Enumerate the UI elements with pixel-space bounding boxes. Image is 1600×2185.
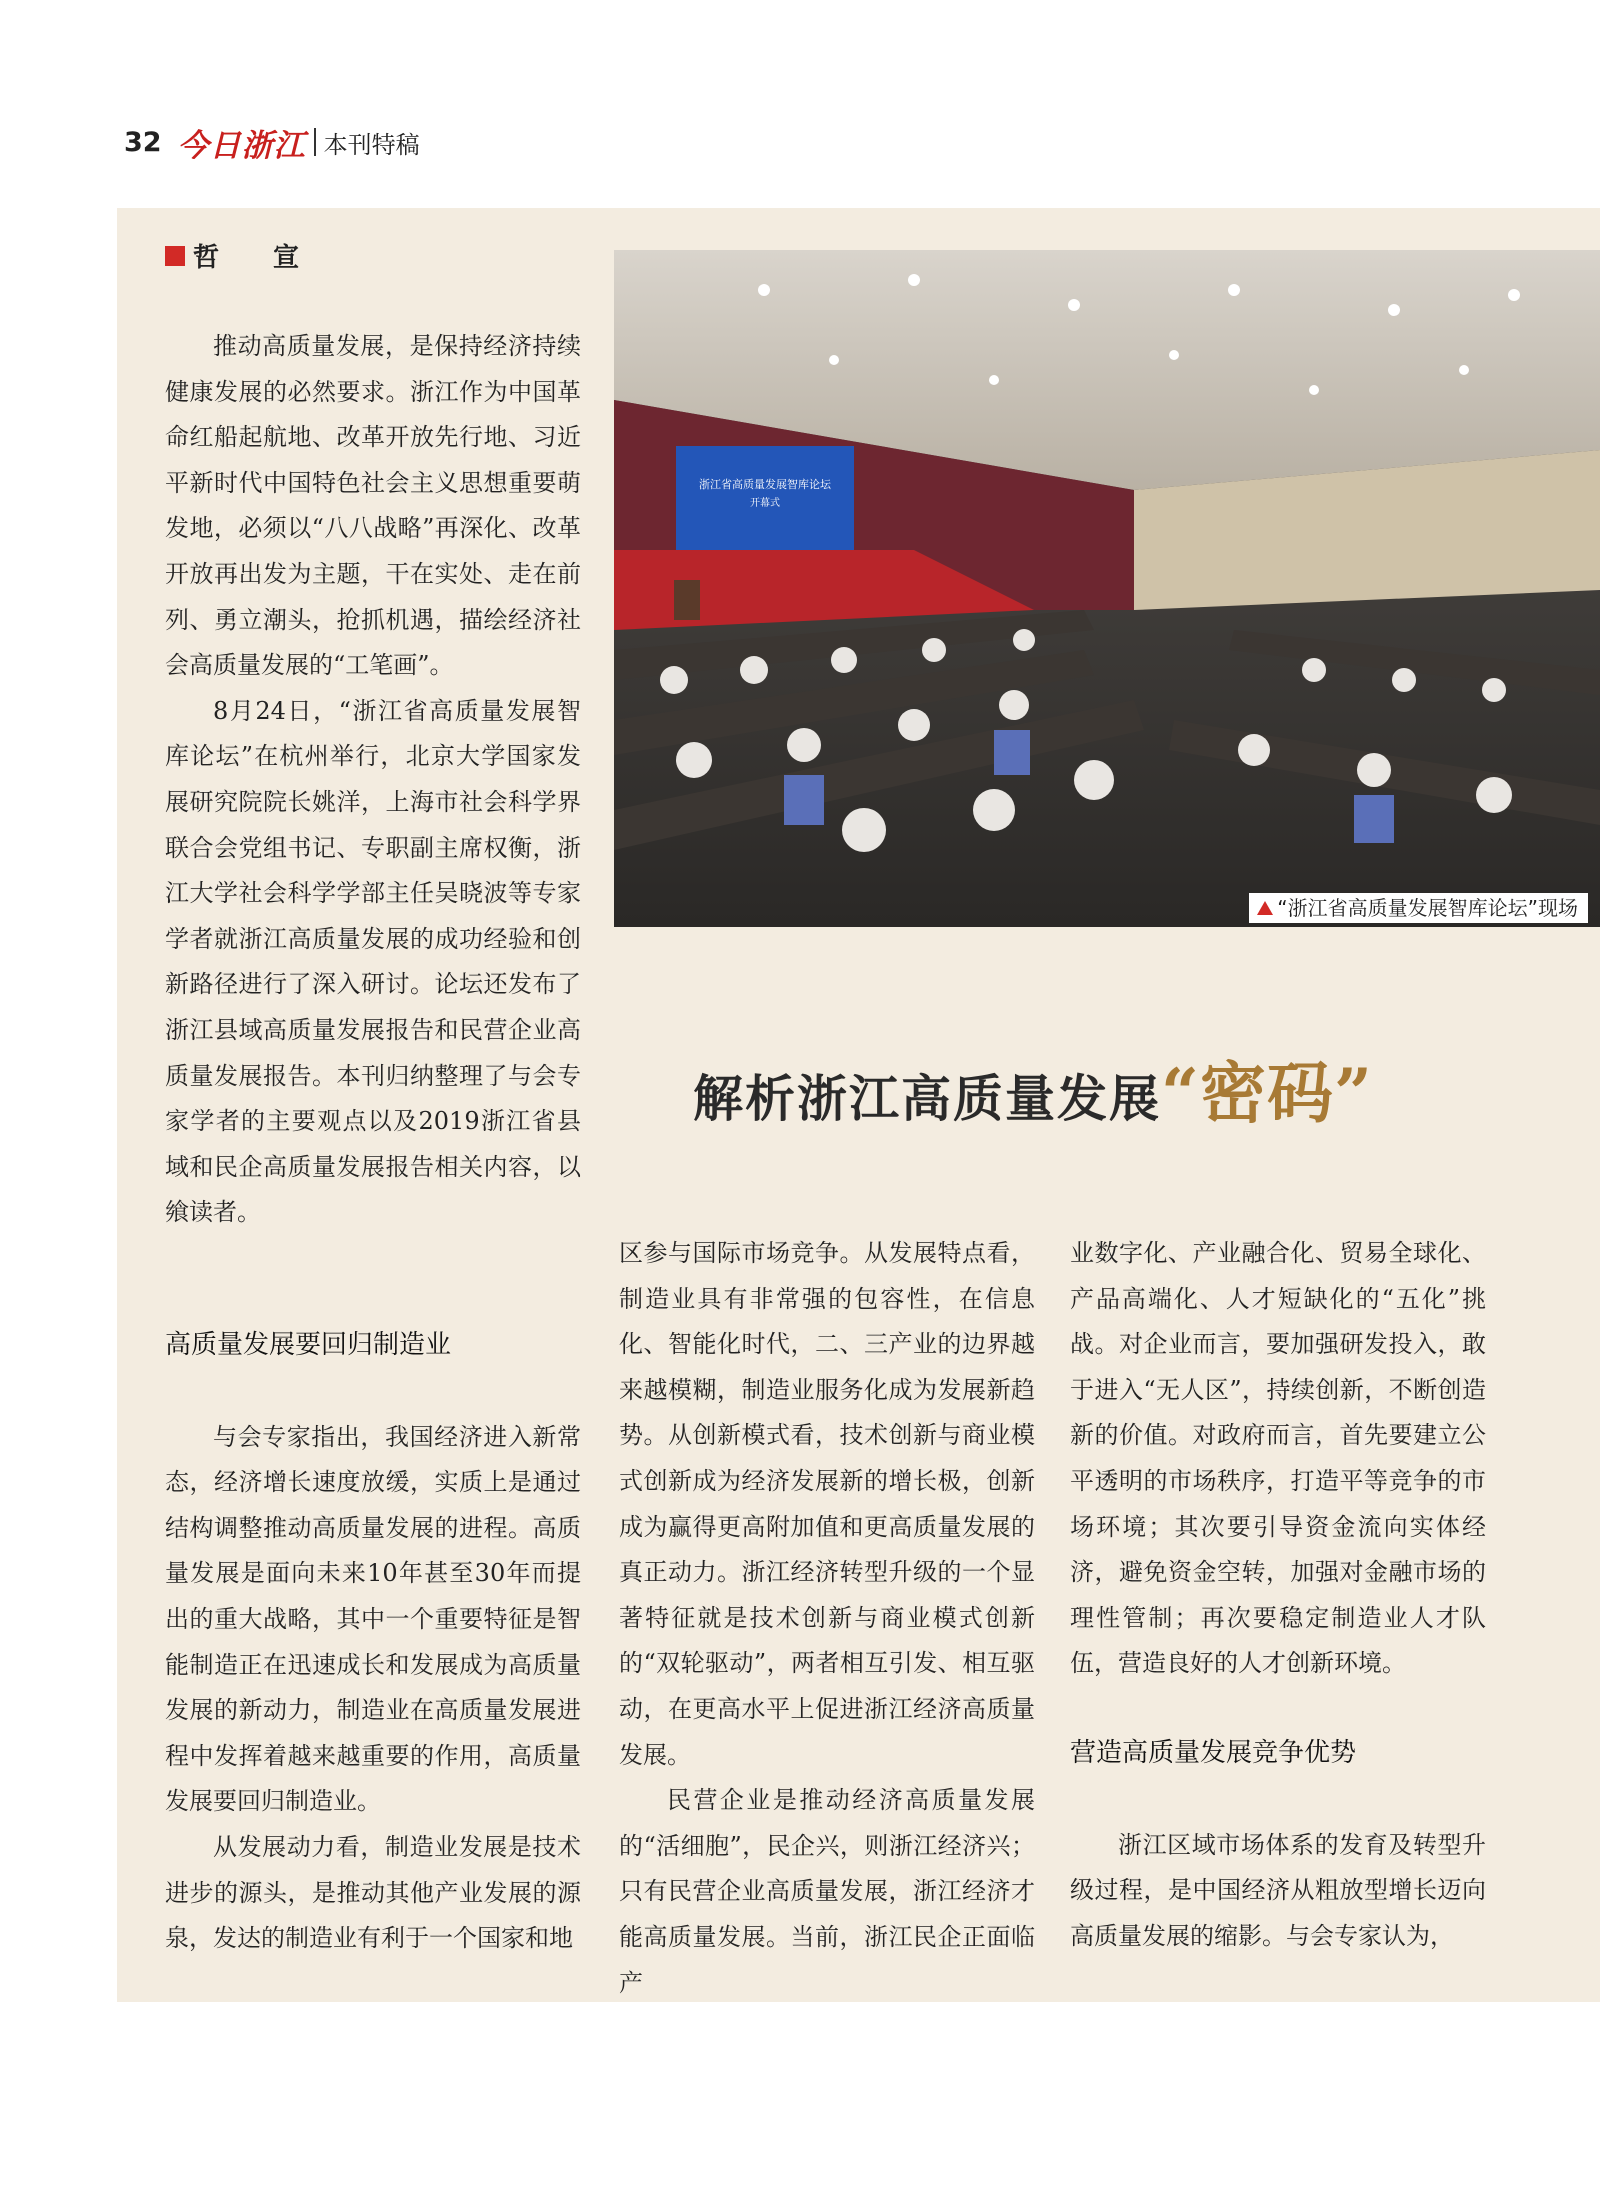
magazine-logo: 今日浙江	[177, 127, 306, 164]
column-2	[619, 1231, 1035, 2006]
section-heading: 高质量发展要回归制造业	[165, 1330, 452, 1360]
triangle-up-icon	[1257, 901, 1273, 915]
byline-square-icon	[165, 246, 185, 266]
photo-caption-text: “浙江省高质量发展智库论坛”现场	[1277, 896, 1578, 920]
headline-accent: “密码”	[1161, 1054, 1373, 1132]
article-headline	[693, 1040, 1553, 1135]
body-paragraph: 浙江区域市场体系的发育及转型升级过程，是中国经济从粗放型增长迈向高质量发展的缩影。与会专家认为，	[1070, 1830, 1486, 1950]
body-paragraph: 业数字化、产业融合化、贸易全球化、产品高端化、人才短缺化的“五化”挑战。对企业而言，要加强研发投入，敢于进入“无人区”，持续创新，不断创造新的价值。对政府而言，首先要建立公平透明的市场秩序，打造平等竞争的市场环境；其次要引导资金流向实体经济，避免资金空转，加强对金融市场的理性管制；再次要稳定制造业人才队伍，营造良好的人才创新环境。	[1070, 1239, 1486, 1678]
author-byline	[165, 237, 313, 274]
body-paragraph: 从发展动力看，制造业发展是技术进步的源头，是推动其他产业发展的源泉，发达的制造业有利于一个国家和地	[165, 1832, 581, 1953]
conference-hall-illustration	[614, 250, 1600, 927]
photo-caption	[1249, 893, 1588, 923]
screen-title: 浙江省高质量发展智库论坛	[699, 478, 831, 491]
body-paragraph: 民营企业是推动经济高质量发展的“活细胞”，民企兴，则浙江经济兴；只有民营企业高质量发展，浙江经济才能高质量发展。当前，浙江民企正面临产	[619, 1786, 1035, 1997]
page-header	[124, 122, 420, 162]
section-label: 本刊特稿	[323, 130, 420, 159]
section-heading: 营造高质量发展竞争优势	[1070, 1737, 1357, 1768]
spacer	[165, 1369, 581, 1415]
headline-main: 解析浙江高质量发展	[693, 1069, 1161, 1128]
author-name: 哲 宣	[193, 243, 314, 273]
article-photo	[614, 250, 1600, 927]
column-1-intro	[165, 324, 581, 1236]
screen-subtitle: 开幕式	[750, 498, 780, 509]
page-number: 32	[124, 126, 162, 158]
intro-paragraph: 8月24日，“浙江省高质量发展智库论坛”在杭州举行，北京大学国家发展研究院院长姚洋，上海市社会科学界联合会党组书记、专职副主席权衡，浙江大学社会科学学部主任吴晓波等专家学者就浙江高质量发展的成功经验和创新路径进行了深入研讨。论坛还发布了浙江县域高质量发展报告和民营企业高质量发展报告。本刊归纳整理了与会专家学者的主要观点以及2019浙江省县域和民企高质量发展报告相关内容，以飨读者。	[165, 696, 581, 1227]
column-1-section	[165, 1323, 581, 1962]
body-paragraph: 区参与国际市场竞争。从发展特点看，制造业具有非常强的包容性，在信息化、智能化时代，二、三产业的边界越来越模糊，制造业服务化成为发展新趋势。从创新模式看，技术创新与商业模式创新成为经济发展新的增长极，创新成为赢得更高附加值和更高质量发展的真正动力。浙江经济转型升级的一个显著特征就是技术创新与商业模式创新的“双轮驱动”，两者相互引发、相互驱动，在更高水平上促进浙江经济高质量发展。	[619, 1239, 1035, 1769]
header-divider	[314, 128, 316, 156]
body-paragraph: 与会专家指出，我国经济进入新常态，经济增长速度放缓，实质上是通过结构调整推动高质量发展的进程。高质量发展是面向未来10年甚至30年而提出的重大战略，其中一个重要特征是智能制造正在迅速成长和发展成为高质量发展的新动力，制造业在高质量发展进程中发挥着越来越重要的作用，高质量发展要回归制造业。	[165, 1422, 581, 1816]
spacer	[1070, 1777, 1486, 1823]
column-3	[1070, 1231, 1486, 1959]
intro-paragraph: 推动高质量发展，是保持经济持续健康发展的必然要求。浙江作为中国革命红船起航地、改革开放先行地、习近平新时代中国特色社会主义思想重要萌发地，必须以“八八战略”再深化、改革开放再出发为主题，干在实处、走在前列、勇立潮头，抢抓机遇，描绘经济社会高质量发展的“工笔画”。	[165, 332, 581, 680]
spacer	[1070, 1687, 1486, 1731]
